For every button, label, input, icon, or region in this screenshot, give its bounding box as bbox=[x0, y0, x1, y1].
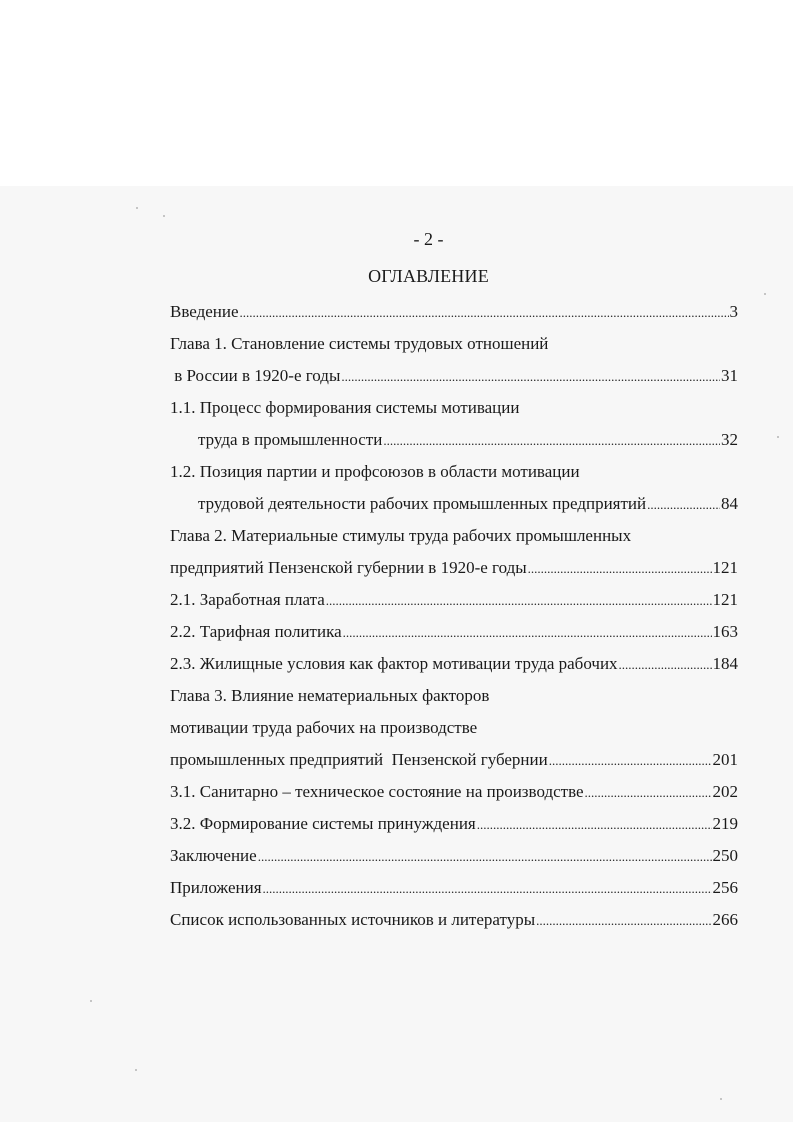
toc-leader-dots bbox=[343, 616, 712, 649]
toc-leader-dots bbox=[326, 584, 712, 617]
toc-leader-dots bbox=[240, 296, 729, 329]
scan-speck bbox=[135, 1069, 137, 1071]
toc-entry-chapter-3[interactable] bbox=[170, 680, 738, 712]
toc-entry-page: 184 bbox=[712, 654, 738, 673]
toc-entry-chapter-1[interactable] bbox=[170, 328, 738, 360]
toc-entry-section-1-1-cont[interactable] bbox=[170, 424, 738, 456]
toc-entry-chapter-2[interactable] bbox=[170, 520, 738, 552]
toc-entry-introduction[interactable] bbox=[170, 296, 738, 328]
toc-entry-section-1-1[interactable] bbox=[170, 392, 738, 424]
toc-entry-page: 31 bbox=[721, 366, 738, 385]
toc-entry-title: Глава 3. Влияние нематериальных факторов bbox=[170, 686, 490, 705]
toc-leader-dots bbox=[341, 360, 720, 393]
toc-entry-title: промышленных предприятий Пензенской губернии bbox=[170, 750, 548, 769]
toc-leader-dots bbox=[477, 808, 712, 841]
toc-entry-title: Заключение bbox=[170, 846, 257, 865]
toc-leader-dots bbox=[536, 904, 711, 937]
toc-entry-title: 1.1. Процесс формирования системы мотивации bbox=[170, 398, 520, 417]
toc-entry-title: мотивации труда рабочих на производстве bbox=[170, 718, 478, 737]
toc-entry-page: 3 bbox=[729, 302, 738, 321]
toc-entry-section-2-2[interactable] bbox=[170, 616, 738, 648]
toc-entry-title: Глава 2. Материальные стимулы труда рабочих промышленных bbox=[170, 526, 632, 545]
toc-entry-page: 202 bbox=[712, 782, 738, 801]
toc-entry-bibliography[interactable] bbox=[170, 904, 738, 936]
toc-entry-title: 2.1. Заработная плата bbox=[170, 590, 325, 609]
toc-entry-title: 2.3. Жилищные условия как фактор мотивации труда рабочих bbox=[170, 654, 618, 673]
toc-leader-dots bbox=[263, 872, 712, 905]
toc-entry-page: 84 bbox=[721, 494, 738, 513]
toc-entry-title: Список использованных источников и литературы bbox=[170, 910, 536, 929]
toc-entry-chapter-3-cont-2[interactable] bbox=[170, 744, 738, 776]
toc-entry-page: 266 bbox=[712, 910, 738, 929]
toc-entry-title: Приложения bbox=[170, 878, 262, 897]
toc-entry-chapter-1-cont[interactable] bbox=[170, 360, 738, 392]
toc-entry-page: 163 bbox=[712, 622, 738, 641]
scan-speck bbox=[777, 436, 779, 438]
toc-entry-section-2-1[interactable] bbox=[170, 584, 738, 616]
toc-entry-title: трудовой деятельности рабочих промышленных предприятий bbox=[198, 494, 647, 513]
toc-entry-appendices[interactable] bbox=[170, 872, 738, 904]
toc-entry-page: 219 bbox=[712, 814, 738, 833]
toc-entry-section-2-3[interactable] bbox=[170, 648, 738, 680]
scan-speck bbox=[163, 215, 165, 217]
toc-leader-dots bbox=[619, 648, 712, 681]
toc-entry-section-1-2[interactable] bbox=[170, 456, 738, 488]
page-number: - 2 - bbox=[413, 229, 444, 249]
toc-heading: ОГЛАВЛЕНИЕ bbox=[368, 266, 489, 286]
toc-entry-title: 3.1. Санитарно – техническое состояние на производстве bbox=[170, 782, 584, 801]
toc-entry-chapter-2-cont[interactable] bbox=[170, 552, 738, 584]
toc-leader-dots bbox=[383, 424, 720, 457]
toc-leader-dots bbox=[647, 488, 720, 521]
toc-entry-title: в России в 1920-е годы bbox=[170, 366, 341, 385]
table-of-contents bbox=[170, 296, 738, 936]
toc-entry-page: 201 bbox=[712, 750, 738, 769]
toc-entry-title: Глава 1. Становление системы трудовых отношений bbox=[170, 334, 549, 353]
scan-speck bbox=[90, 1000, 92, 1002]
toc-leader-dots bbox=[528, 552, 712, 585]
toc-entry-title: труда в промышленности bbox=[198, 430, 383, 449]
toc-leader-dots bbox=[258, 840, 712, 873]
toc-entry-section-3-2[interactable] bbox=[170, 808, 738, 840]
scan-speck bbox=[720, 1098, 722, 1100]
toc-entry-page: 121 bbox=[712, 558, 738, 577]
scan-speck bbox=[136, 207, 138, 209]
toc-entry-page: 256 bbox=[712, 878, 738, 897]
toc-entry-chapter-3-cont-1[interactable] bbox=[170, 712, 738, 744]
toc-entry-title: Введение bbox=[170, 302, 239, 321]
scan-speck bbox=[764, 293, 766, 295]
toc-entry-page: 121 bbox=[712, 590, 738, 609]
toc-entry-title: 1.2. Позиция партии и профсоюзов в области мотивации bbox=[170, 462, 580, 481]
toc-entry-page: 32 bbox=[721, 430, 738, 449]
toc-leader-dots bbox=[549, 744, 712, 777]
toc-entry-page: 250 bbox=[712, 846, 738, 865]
toc-entry-conclusion[interactable] bbox=[170, 840, 738, 872]
toc-entry-title: предприятий Пензенской губернии в 1920-е годы bbox=[170, 558, 527, 577]
toc-entry-section-1-2-cont[interactable] bbox=[170, 488, 738, 520]
toc-leader-dots bbox=[585, 776, 712, 809]
toc-entry-title: 2.2. Тарифная политика bbox=[170, 622, 342, 641]
toc-entry-section-3-1[interactable] bbox=[170, 776, 738, 808]
toc-entry-title: 3.2. Формирование системы принуждения bbox=[170, 814, 476, 833]
